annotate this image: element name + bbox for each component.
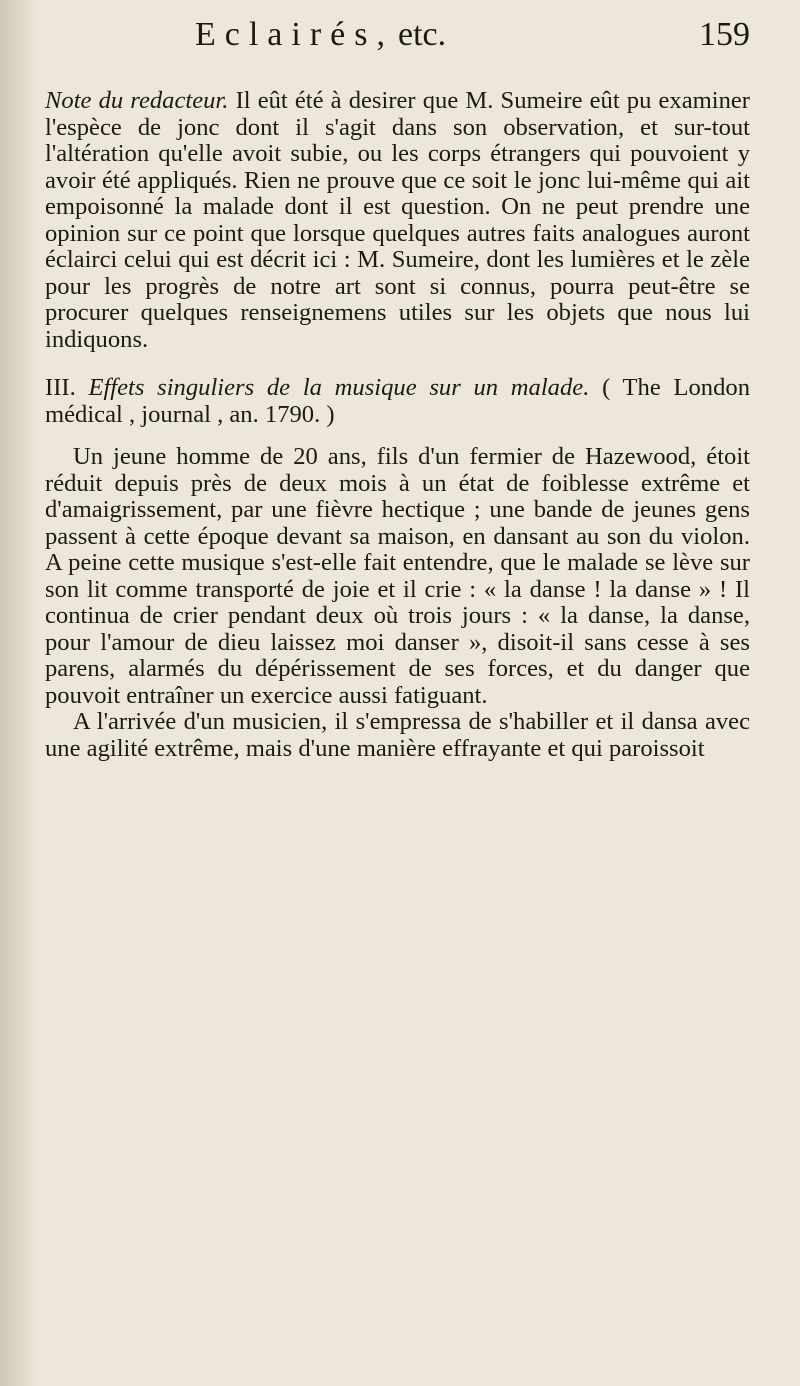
editor-note-label: Note du redacteur. xyxy=(45,87,229,114)
page-number: 159 xyxy=(699,16,750,53)
running-title-text: Eclairés, xyxy=(195,16,394,53)
section-source: ( The London médical , journal , an. 1790. ) xyxy=(45,374,750,428)
page-binding-shadow xyxy=(0,0,40,1386)
editor-note-text: Il eût été à desirer que M. Sumeire eût pu examiner l'espèce de jonc dont il s'agit dans son observation, et sur-tout l'altération qu'elle avoit subie, ou les corps étrangers qui pouvoient y avoir été appliqués. Rien ne prouve que ce soit le jonc lui-même qui ait empoisonné la malade dont il est question. On ne peut prendre une opinion sur ce point que lorsque quelques autres faits analogues auront éclairci celui qui est décrit ici : M. Sumeire, dont les lumières et le zèle pour les progrès de notre art sont si connus, pourra peut-être se procurer quelques renseignemens utiles sur les objets que nous lui indiquons. xyxy=(45,87,750,353)
page-header xyxy=(45,14,750,66)
running-title-etc: etc. xyxy=(398,16,447,53)
book-page xyxy=(45,14,750,762)
body-paragraph: Un jeune homme de 20 ans, fils d'un fermier de Hazewood, étoit réduit depuis près de deux mois à un état de foiblesse extrême et d'amaigrissement, par une fièvre hectique ; une bande de jeunes gens passent à cette époque devant sa maison, en dansant au son du violon. A peine cette musique s'est-elle fait entendre, que le malade se lève sur son lit comme transporté de joie et il crie : « la danse ! la danse » ! Il continua de crier pendant deux où trois jours : « la danse, la danse, pour l'amour de dieu laissez moi danser », disoit-il sans cesse à ses parens, alarmés du dépérissement de ses forces, et du danger que pouvoit entraîner un exercice aussi fatiguant. xyxy=(45,443,750,709)
running-title xyxy=(195,16,446,54)
section-number: III. xyxy=(45,374,76,401)
body-paragraph: A l'arrivée d'un musicien, il s'empressa de s'habiller et il dansa avec une agilité extrême, mais d'une manière effrayante et qui paroissoit xyxy=(45,708,750,762)
section-title: Effets singuliers de la musique sur un malade. xyxy=(88,374,590,401)
section-heading xyxy=(45,375,750,428)
editor-note xyxy=(45,88,750,353)
